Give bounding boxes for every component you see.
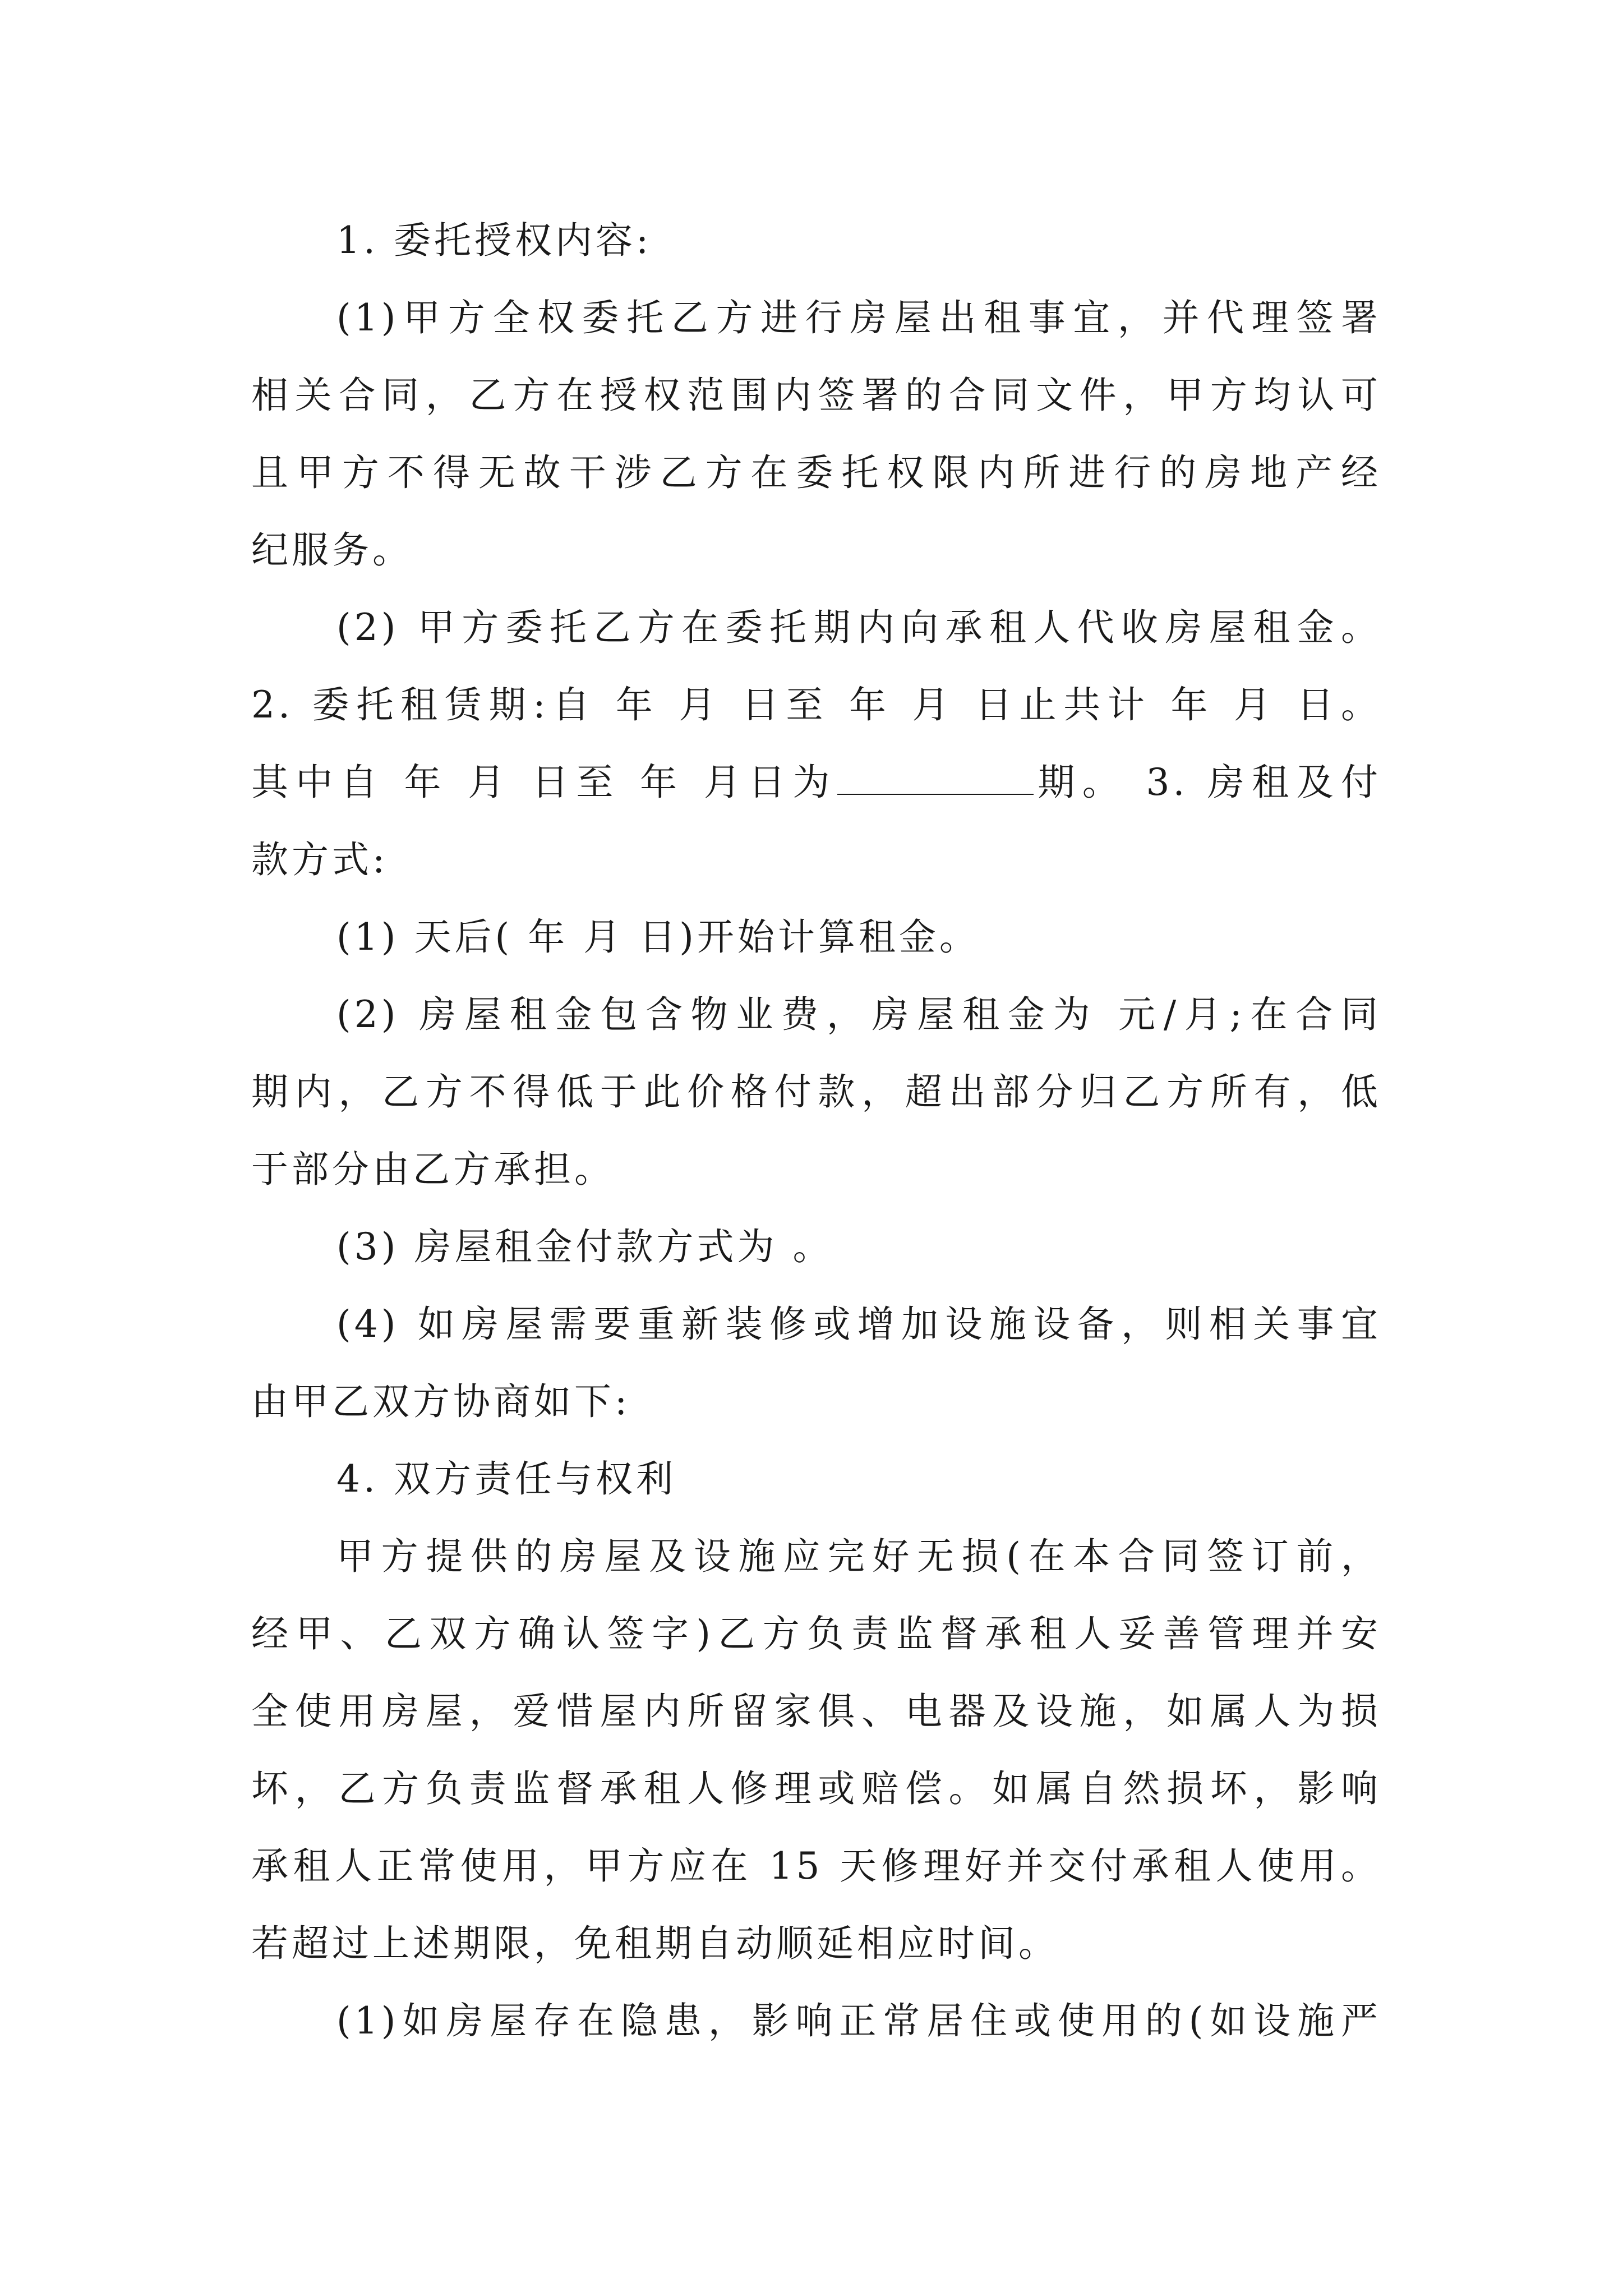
paragraph-line: 纪服务。	[251, 528, 413, 572]
paragraph-line: 若超过上述期限，免租期自动顺延相应时间。	[251, 1922, 1059, 1965]
paragraph-line: 坏，乙方负责监督承租人修理或赔偿。如属自然损坏，影响	[251, 1767, 1381, 1810]
paragraph-line: (4) 如房屋需要重新装修或增加设施设备，则相关事宜	[336, 1303, 1381, 1346]
paragraph-line: 且甲方不得无故干涉乙方在委托权限内所进行的房地产经	[251, 451, 1381, 494]
paragraph-line: 期内，乙方不得低于此价格付款，超出部分归乙方所有，低	[251, 1070, 1381, 1114]
paragraph-text: 其中自 年 月 日至 年 月日为	[251, 761, 838, 804]
paragraph-line: 相关合同，乙方在授权范围内签署的合同文件，甲方均认可	[251, 374, 1381, 417]
document-body	[251, 202, 1381, 2060]
paragraph-line: 全使用房屋，爱惜屋内所留家俱、电器及设施，如属人为损	[251, 1690, 1381, 1733]
paragraph-line: 经甲、乙双方确认签字)乙方负责监督承租人妥善管理并安	[251, 1612, 1381, 1655]
paragraph-line: 于部分由乙方承担。	[251, 1148, 615, 1191]
paragraph-line: (1)甲方全权委托乙方进行房屋出租事宜，并代理签署	[336, 296, 1381, 339]
paragraph-line: 甲方提供的房屋及设施应完好无损(在本合同签订前，	[336, 1535, 1381, 1578]
paragraph-line-with-blank	[251, 744, 1381, 821]
section-heading-responsibilities: 4. 双方责任与权利	[336, 1457, 676, 1501]
section-line-lease-period: 2. 委托租赁期:自 年 月 日至 年 月 日止共计 年 月 日。	[251, 683, 1381, 726]
section-heading-authorization: 1. 委托授权内容:	[336, 219, 652, 262]
paragraph-line: (2) 甲方委托乙方在委托期内向承租人代收房屋租金。	[336, 606, 1381, 649]
paragraph-line: (3) 房屋租金付款方式为 。	[336, 1225, 833, 1268]
paragraph-text: 期。 3. 房租及付	[1034, 761, 1381, 804]
paragraph-line: (2) 房屋租金包含物业费，房屋租金为 元/月;在合同	[336, 993, 1381, 1036]
fill-in-blank	[837, 752, 1034, 795]
paragraph-line: (1)如房屋存在隐患，影响正常居住或使用的(如设施严	[336, 1999, 1381, 2042]
paragraph-line: (1) 天后( 年 月 日)开始计算租金。	[336, 915, 980, 959]
paragraph-line: 款方式:	[251, 838, 389, 881]
paragraph-line: 承租人正常使用，甲方应在 15 天修理好并交付承租人使用。	[251, 1844, 1381, 1888]
paragraph-line: 由甲乙双方协商如下:	[251, 1380, 631, 1423]
